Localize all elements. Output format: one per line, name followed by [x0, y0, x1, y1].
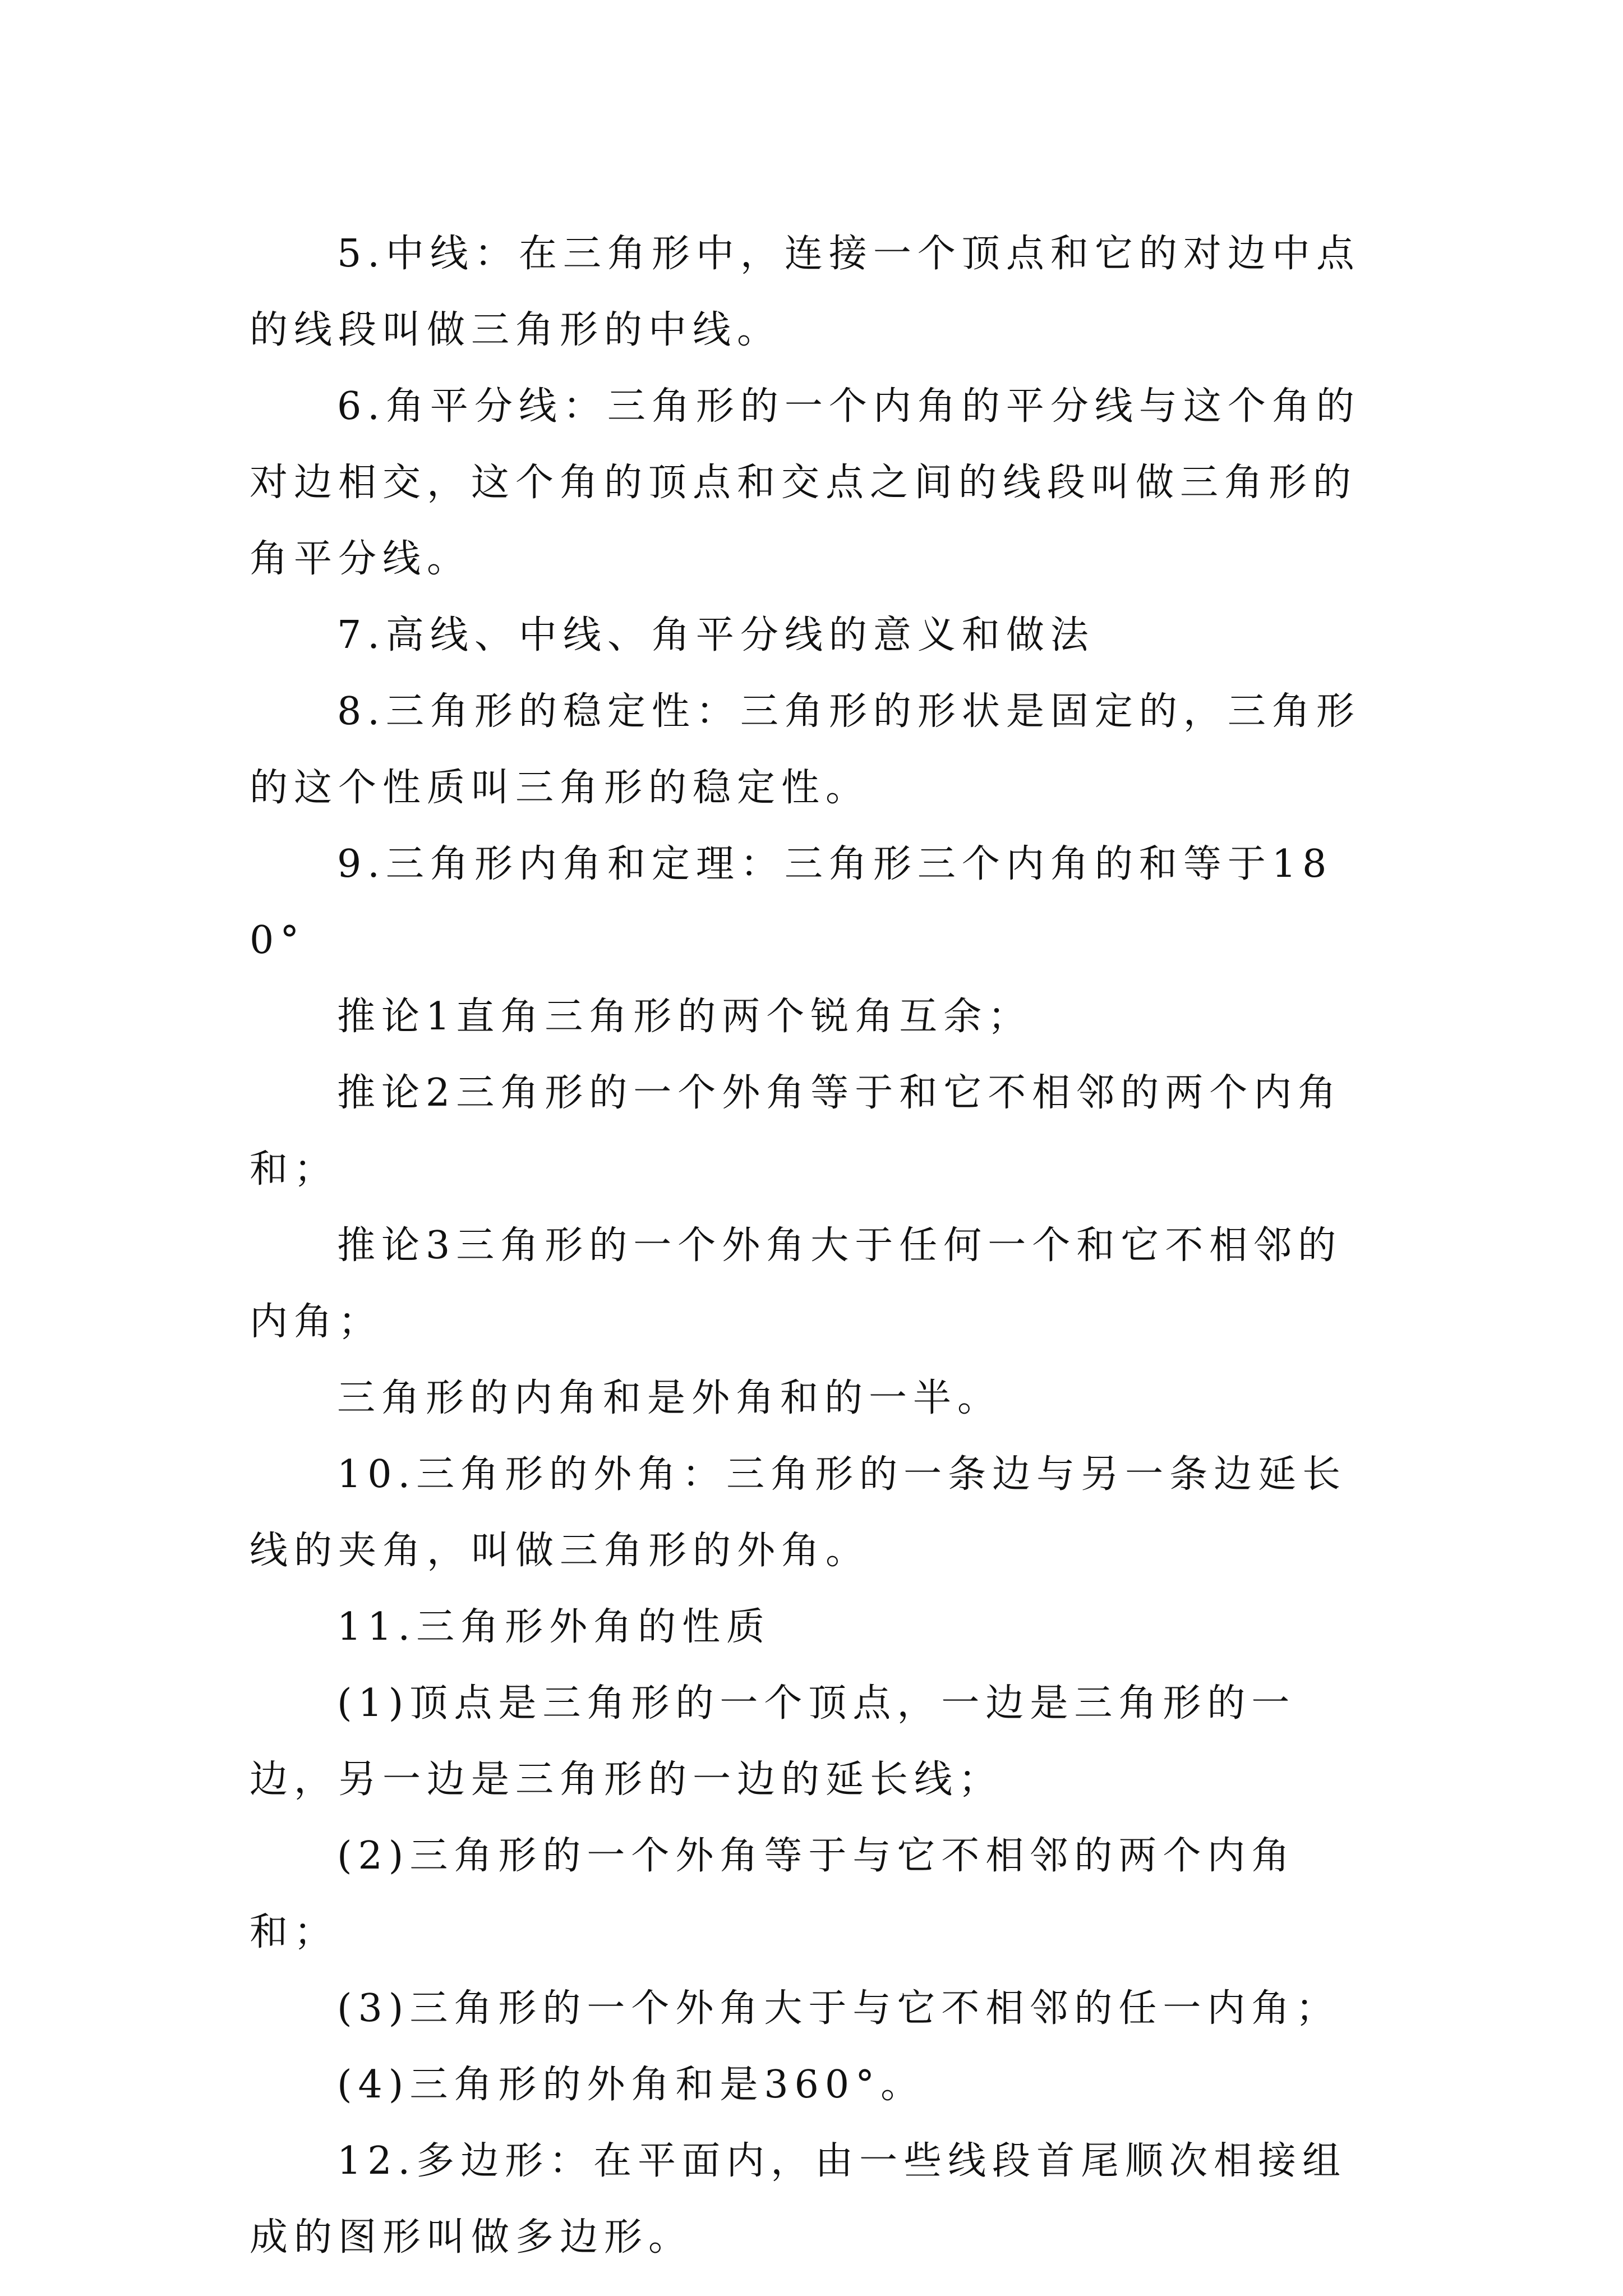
paragraph-corollary-3: 推论3三角形的一个外角大于任何一个和它不相邻的内角； — [250, 1223, 1343, 1344]
paragraph-median-definition: 5.中线：在三角形中，连接一个顶点和它的对边中点的线段叫做三角形的中线。 — [250, 232, 1361, 352]
paragraph-property-1: (1)顶点是三角形的一个顶点，一边是三角形的一边，另一边是三角形的一边的延长线； — [250, 1681, 1296, 1802]
paragraph-property-4: (4)三角形的外角和是360°。 — [337, 2063, 925, 2107]
paragraph-lines-meaning: 7.高线、中线、角平分线的意义和做法 — [337, 613, 1095, 657]
paragraph-angle-bisector-definition: 6.角平分线：三角形的一个内角的平分线与这个角的对边相交，这个角的顶点和交点之间的线段叫做三角形的角平分线。 — [250, 384, 1361, 581]
paragraph-polygon-definition: 12.多边形：在平面内，由一些线段首尾顺次相接组成的图形叫做多边形。 — [250, 2139, 1347, 2260]
paragraph-property-2: (2)三角形的一个外角等于与它不相邻的两个内角和； — [250, 1834, 1296, 1954]
paragraph-corollary-2: 推论2三角形的一个外角等于和它不相邻的两个内角和； — [250, 1071, 1343, 1191]
paragraph-property-3: (3)三角形的一个外角大于与它不相邻的任一内角； — [337, 1986, 1340, 2031]
paragraph-triangle-stability: 8.三角形的稳定性：三角形的形状是固定的，三角形的这个性质叫三角形的稳定性。 — [250, 689, 1361, 810]
paragraph-angle-sum-theorem: 9.三角形内角和定理：三角形三个内角的和等于180° — [250, 842, 1333, 963]
document-body — [250, 216, 1382, 2276]
paragraph-interior-exterior-half: 三角形的内角和是外角和的一半。 — [337, 1376, 1002, 1420]
paragraph-exterior-angle-properties-heading: 11.三角形外角的性质 — [337, 1605, 771, 1649]
paragraph-exterior-angle-definition: 10.三角形的外角：三角形的一条边与另一条边延长线的夹角，叫做三角形的外角。 — [250, 1452, 1347, 1573]
paragraph-corollary-1: 推论1直角三角形的两个锐角互余； — [337, 995, 1032, 1039]
